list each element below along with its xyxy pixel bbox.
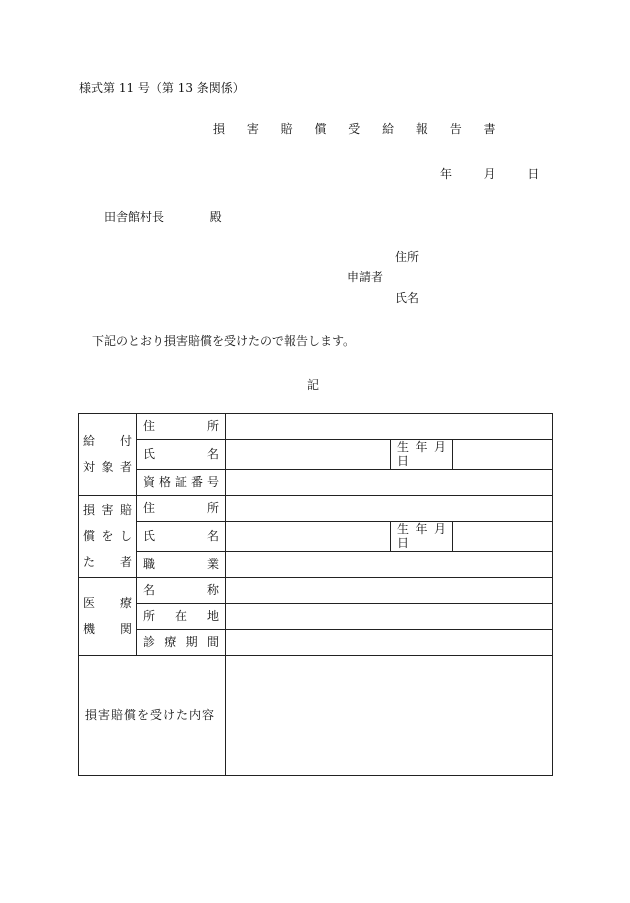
- table-row: [79, 521, 553, 551]
- table-row: [79, 629, 553, 655]
- medical-name-field[interactable]: [226, 577, 553, 603]
- table-row: [79, 603, 553, 629]
- table-row: [79, 440, 553, 470]
- date-line: [440, 168, 539, 180]
- applicant-name-label: 氏名: [395, 291, 420, 305]
- document-title: 損 害 賠 償 受 給 報 告 書: [213, 122, 505, 136]
- compensator-address-field[interactable]: [226, 495, 553, 521]
- beneficiary-birth-field[interactable]: [453, 440, 553, 470]
- date-month-label: 月: [483, 167, 496, 181]
- compensator-occupation-field[interactable]: [226, 551, 553, 577]
- compensator-occupation-label: 職 業: [137, 551, 226, 577]
- medical-group-label: 医 療 機 関: [79, 577, 137, 655]
- addressee-name: 田舎館村長: [104, 210, 165, 224]
- beneficiary-name-label: 氏 名: [137, 440, 226, 470]
- beneficiary-qualification-field[interactable]: [226, 469, 553, 495]
- table-row: [79, 551, 553, 577]
- compensator-name-field[interactable]: [226, 521, 391, 551]
- medical-period-field[interactable]: [226, 629, 553, 655]
- beneficiary-address-label: 住 所: [137, 414, 226, 440]
- beneficiary-group-label: 給 付 対象者: [79, 414, 137, 496]
- addressee: [104, 211, 222, 223]
- beneficiary-address-field[interactable]: [226, 414, 553, 440]
- report-table: [78, 413, 553, 776]
- date-year-label: 年: [440, 167, 453, 181]
- medical-location-field[interactable]: [226, 603, 553, 629]
- table-row: [79, 469, 553, 495]
- medical-location-label: 所 在 地: [137, 603, 226, 629]
- compensator-birth-label: 生 年 月 日: [391, 521, 453, 551]
- table-row: [79, 414, 553, 440]
- applicant-address-label: 住所: [395, 250, 420, 264]
- content-field[interactable]: [226, 655, 553, 775]
- beneficiary-qualification-label: 資 格 証 番 号: [137, 469, 226, 495]
- compensator-address-label: 住 所: [137, 495, 226, 521]
- beneficiary-birth-label: 生 年 月 日: [391, 440, 453, 470]
- table-row: [79, 655, 553, 775]
- date-day-label: 日: [527, 167, 540, 181]
- addressee-honorific: 殿: [209, 210, 222, 224]
- intro-text: 下記のとおり損害賠償を受けたので報告します。: [92, 334, 356, 348]
- compensator-name-label: 氏 名: [137, 521, 226, 551]
- table-row: [79, 577, 553, 603]
- form-number: 様式第 11 号（第 13 条関係）: [79, 81, 245, 95]
- medical-name-label: 名 称: [137, 577, 226, 603]
- ki-heading: 記: [307, 378, 320, 392]
- table-row: [79, 495, 553, 521]
- beneficiary-name-field[interactable]: [226, 440, 391, 470]
- applicant-role-label: 申請者: [347, 270, 384, 284]
- compensator-group-label: 損害賠 償をし た 者: [79, 495, 137, 577]
- medical-period-label: 診 療 期 間: [137, 629, 226, 655]
- content-label: 損害賠償を受けた内容: [79, 655, 226, 775]
- compensator-birth-field[interactable]: [453, 521, 553, 551]
